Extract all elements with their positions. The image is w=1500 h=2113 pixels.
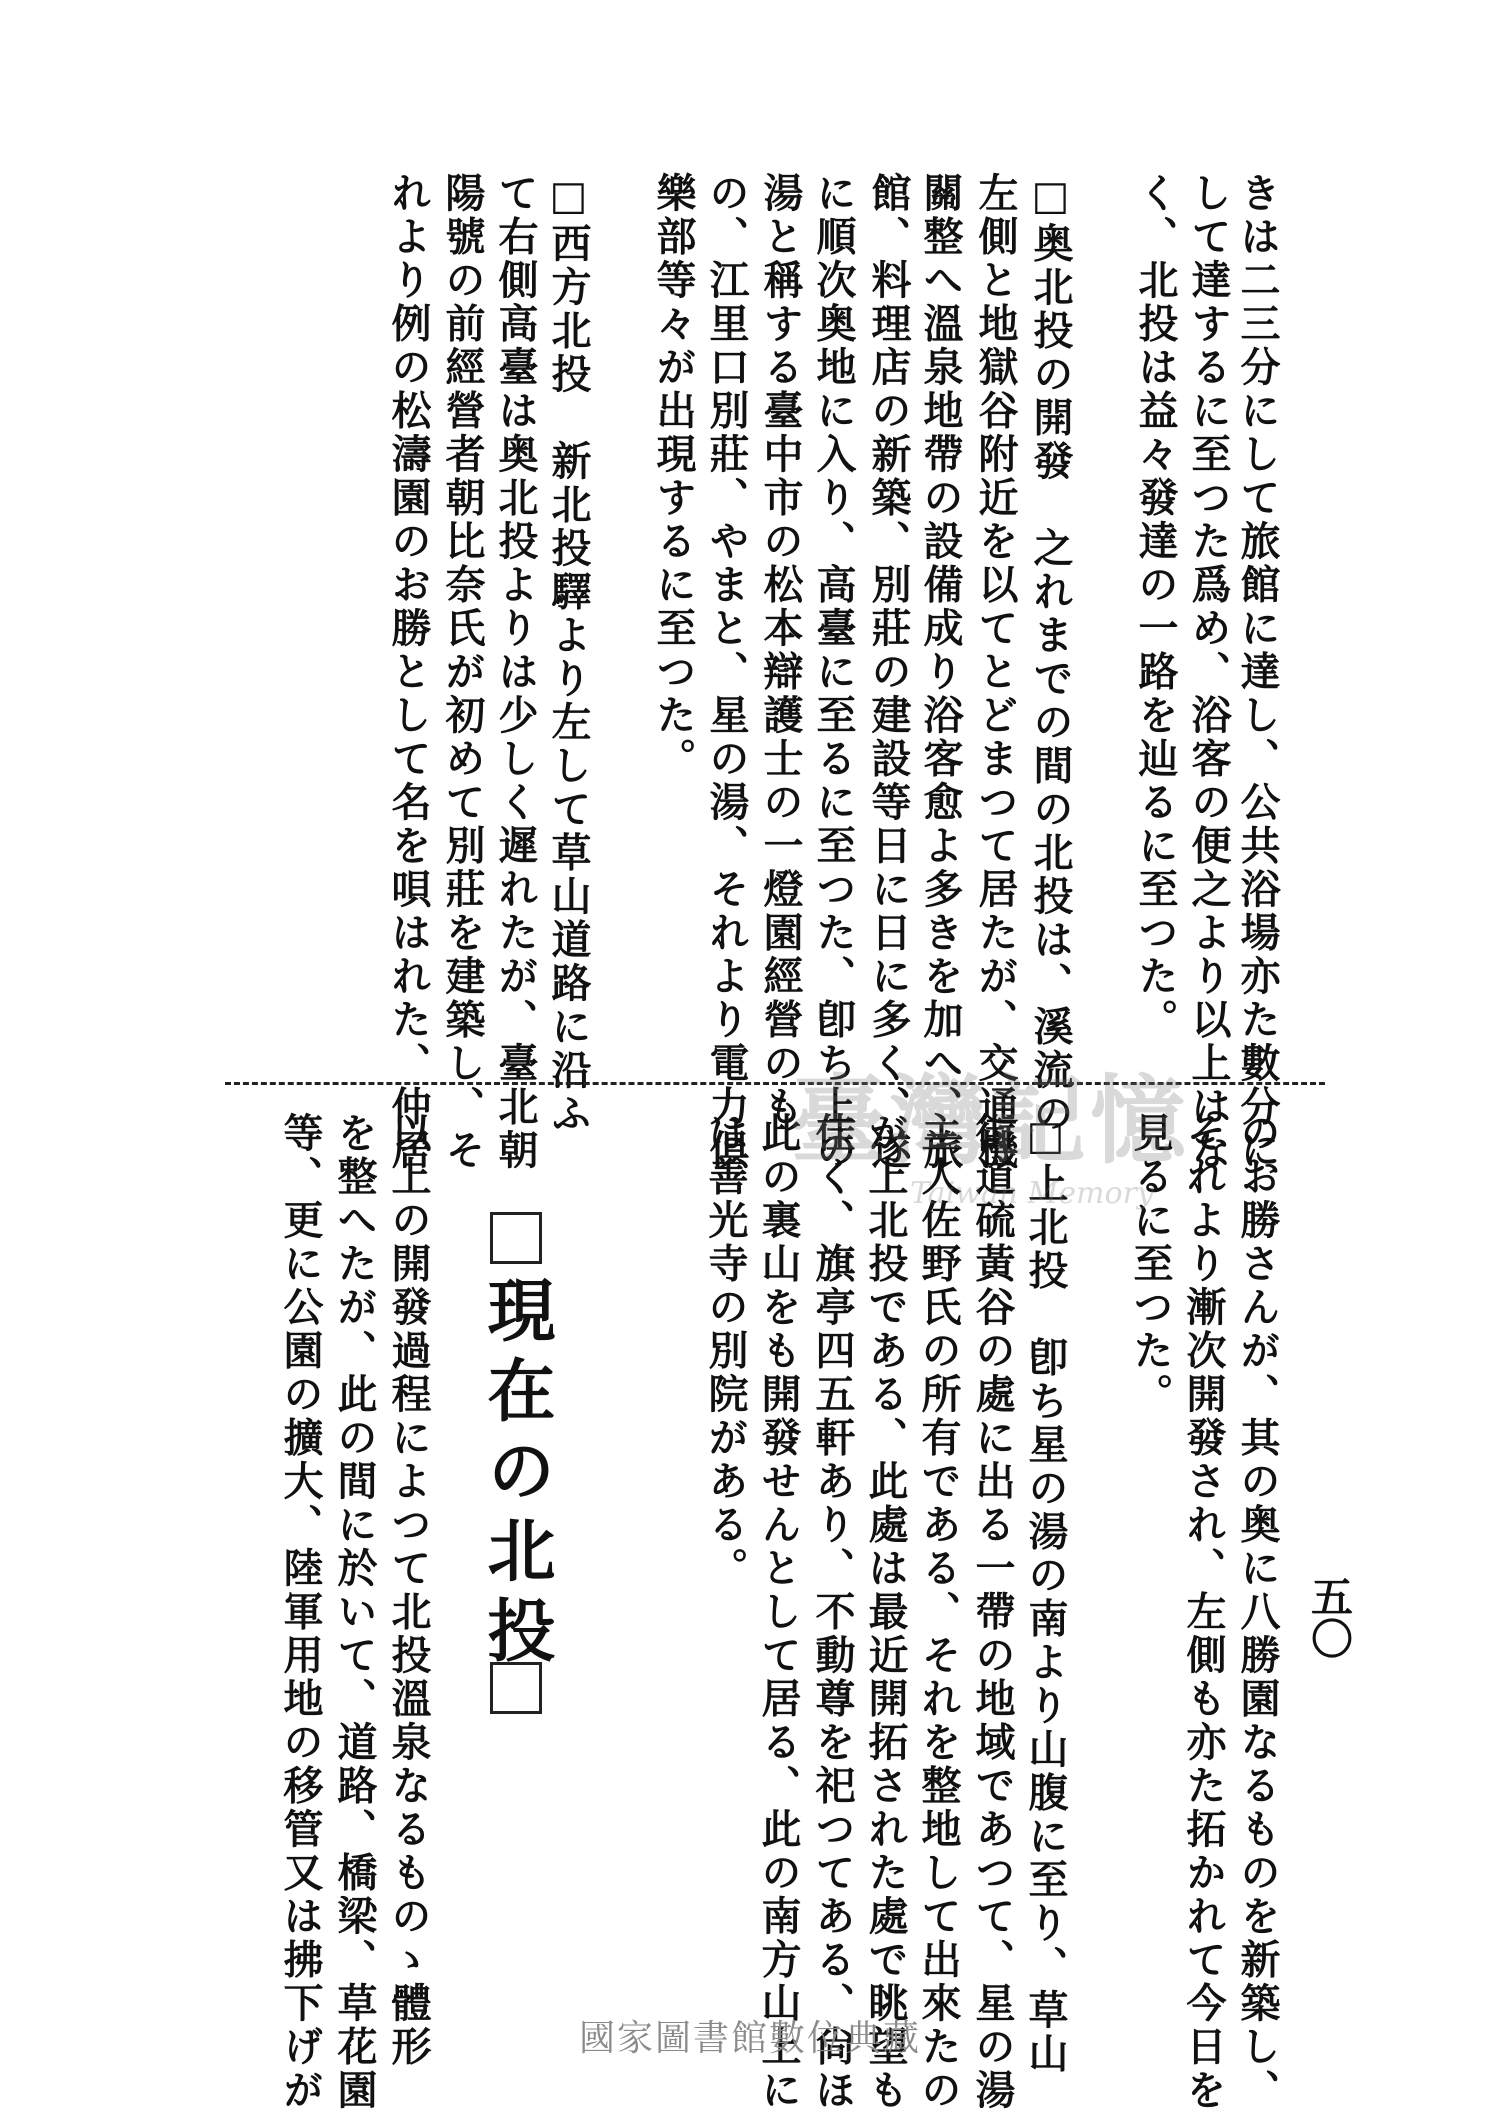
text-column: て右側高臺は奥北投よりは少しく遲れたが、臺北朝: [492, 172, 539, 1173]
text-column: それより漸次開發され、左側も亦た拓かれて今日を: [1180, 1112, 1227, 2113]
text-column: 此の裏山をも開發せんとして居る、此の南方山上に: [755, 1112, 802, 2113]
page-number: 五〇: [1305, 1575, 1354, 1659]
text-column: が上北投である、此處は最近開拓された處で眺望も: [862, 1112, 909, 2113]
watermark-chinese: 臺灣記憶: [790, 1064, 1190, 1177]
text-column: く、北投は益々發達の一路を辿るに至つた。: [1132, 172, 1179, 1042]
text-column: 關整へ溫泉地帶の設備成り浴客愈よ多きを加へ、旅: [917, 172, 964, 1173]
text-column: のお勝さんが、其の奥に八勝園なるものを新築し、: [1234, 1112, 1281, 2113]
text-column: 湯と稱する臺中市の松本辯護士の一燈園經營のも: [757, 172, 804, 1129]
heading-box-mark-top: [490, 1212, 542, 1264]
text-column: 左側と地獄谷附近を以てとどまつて居たが、交通機: [972, 172, 1019, 1173]
text-column: は善光寺の別院がある。: [702, 1112, 749, 1591]
text-column: 陽號の前經營者朝比奈氏が初めて別莊を建築し、そ: [439, 172, 486, 1173]
text-column: れより例の松濤園のお勝として名を唄はれた、仲居: [385, 172, 432, 1173]
text-column: に順次奥地に入り、高臺に至るに至つた、卽ち上の: [810, 172, 857, 1173]
heading-box-mark-bottom: [490, 1662, 542, 1714]
section-heading: 現在の北投: [476, 1275, 556, 1675]
watermark-english: Taiwan Memory: [910, 1176, 1154, 1211]
text-column: 主人佐野氏の所有である、それを整地して出來たの: [915, 1112, 962, 2113]
text-column: 佳く、旗亭四五軒あり、不動尊を祀つてある、尙ほ: [809, 1112, 856, 2113]
text-column: 等、更に公園の擴大、陸軍用地の移管又は拂下げが: [277, 1112, 324, 2113]
watermark-logo: [790, 1045, 1190, 1211]
text-column: □奥北投の開發 之れまでの間の北投は、溪流の: [1027, 172, 1074, 1136]
text-column: 樂部等々が出現するに至つた。: [650, 172, 697, 781]
text-column: 見るに至つた。: [1127, 1112, 1174, 1417]
text-column: □上北投 卽ち星の湯の南より山腹に至り、草山: [1022, 1112, 1069, 2076]
text-column: の、江里口別莊、やまと、星の湯、それより電力俱: [703, 172, 750, 1173]
text-column: 街道硫黃谷の處に出る一帶の地域であつて、星の湯: [969, 1112, 1016, 2113]
text-column: 館、料理店の新築、別莊の建設等日に日に多く、遂: [865, 172, 912, 1173]
text-column: を整へたが、此の間に於いて、道路、橋梁、草花園: [331, 1112, 378, 2113]
text-column: きは二三分にして旅館に達し、公共浴場亦た數分に: [1234, 172, 1281, 1173]
text-column: □西方北投 新北投驛より左して草山道路に沿ふ: [545, 172, 592, 1136]
text-column: して達するに至つた爲め、浴客の便之より以上はな: [1185, 172, 1232, 1173]
text-column: 以上の開發過程によつて北投溫泉なるものゝ體形: [385, 1112, 432, 2069]
library-footer: 國家圖書館數位典藏: [578, 2018, 921, 2059]
